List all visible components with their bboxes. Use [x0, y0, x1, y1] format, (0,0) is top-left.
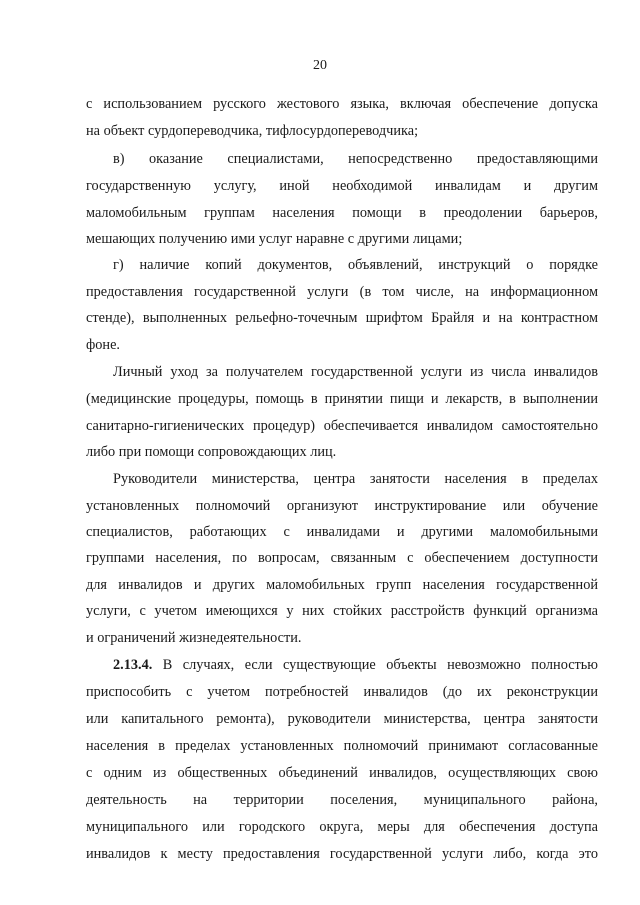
text-line: с использованием русского жестового языка, включая обеспечение допуска	[86, 96, 598, 112]
text-line: на объект сурдопереводчика, тифлосурдопереводчика;	[86, 123, 419, 139]
text-line: государственную услугу, иной необходимой инвалидам и другим	[86, 178, 598, 194]
text-line: или капитального ремонта), руководители министерства, центра занятости	[86, 711, 598, 727]
text-fragment: В случаях, если существующие объекты невозможно полностью	[152, 657, 598, 673]
text-line: стенде), выполненных рельефно-точечным шрифтом Брайля и на контрастном	[86, 310, 598, 326]
text-line: приспособить с учетом потребностей инвалидов (до их реконструкции	[86, 684, 598, 700]
text-line: услуги, с учетом имеющихся у них стойких расстройств функций организма	[86, 603, 598, 619]
text-line: деятельность на территории поселения, муниципального района,	[86, 792, 598, 808]
text-line: в) оказание специалистами, непосредственно предоставляющими	[113, 151, 598, 167]
text-line: установленных полномочий организуют инструктирование или обучение	[86, 498, 598, 514]
text-line: населения в пределах установленных полномочий принимают согласованные	[86, 738, 598, 754]
text-line: либо при помощи сопровождающих лиц.	[86, 444, 337, 460]
text-line: санитарно-гигиенических процедур) обеспечивается инвалидом самостоятельно	[86, 418, 598, 434]
text-line	[86, 656, 598, 674]
page-number: 20	[313, 58, 327, 73]
section-number: 2.13.4.	[113, 657, 153, 673]
text-line: Руководители министерства, центра занятости населения в пределах	[113, 471, 598, 487]
text-line: г) наличие копий документов, объявлений, инструкций о порядке	[113, 257, 598, 273]
text-line: маломобильным группам населения помощи в преодолении барьеров,	[86, 205, 598, 221]
text-line: (медицинские процедуры, помощь в принятии пищи и лекарств, в выполнении	[86, 391, 598, 407]
text-line: инвалидов к месту предоставления государственной услуги либо, когда это	[86, 846, 598, 862]
text-line: муниципального или городского округа, меры для обеспечения доступа	[86, 819, 598, 835]
text-line: и ограничений жизнедеятельности.	[86, 630, 302, 646]
text-line: фоне.	[86, 337, 120, 353]
text-line: специалистов, работающих с инвалидами и другими маломобильными	[86, 524, 598, 540]
text-line: для инвалидов и других маломобильных групп населения государственной	[86, 577, 598, 593]
text-line: мешающих получению ими услуг наравне с другими лицами;	[86, 231, 463, 247]
text-line: с одним из общественных объединений инвалидов, осуществляющих свою	[86, 765, 598, 781]
text-line: группами населения, по вопросам, связанным с обеспечением доступности	[86, 550, 598, 566]
text-line: предоставления государственной услуги (в том числе, на информационном	[86, 284, 598, 300]
text-line: Личный уход за получателем государственной услуги из числа инвалидов	[113, 364, 598, 380]
